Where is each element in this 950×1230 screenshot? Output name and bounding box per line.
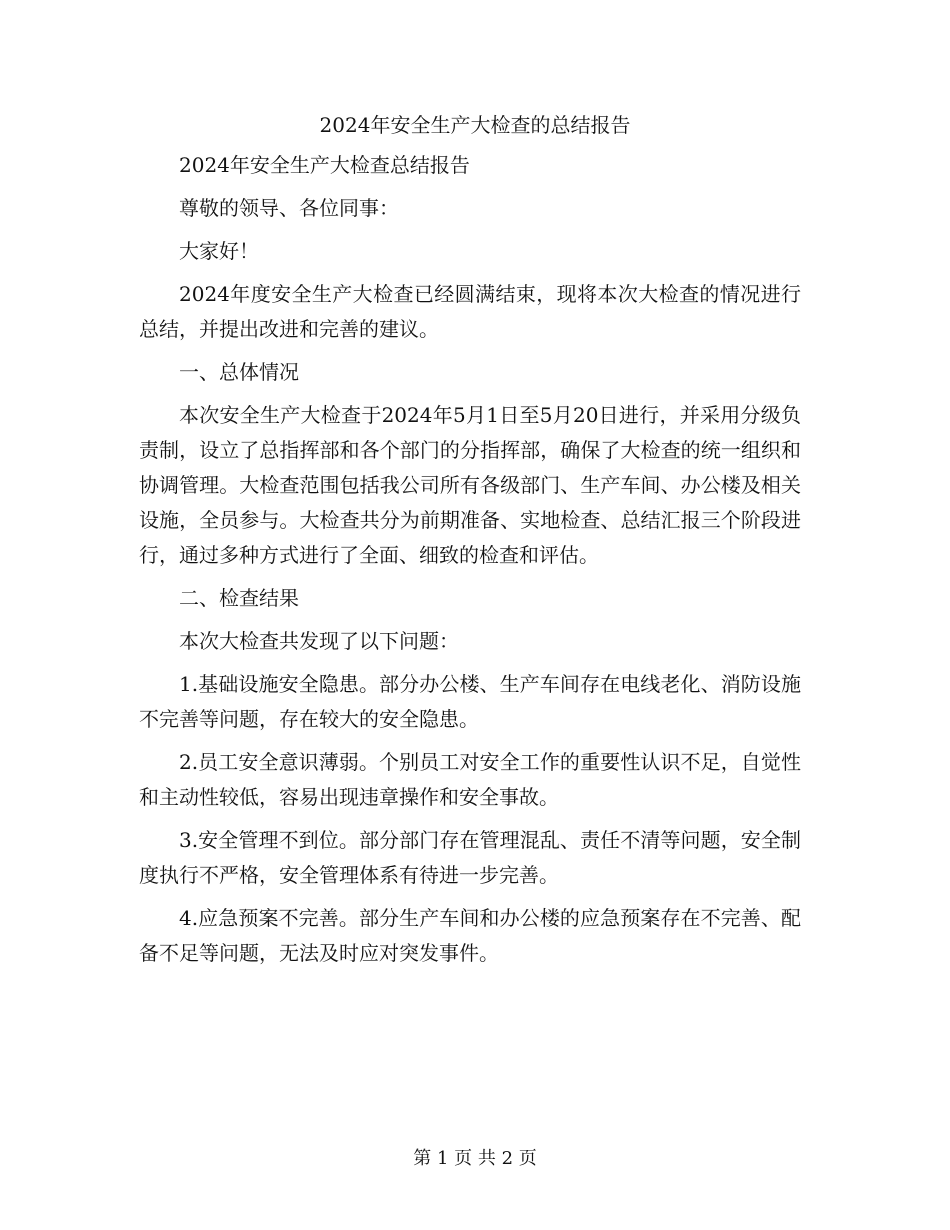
results-intro: 本次大检查共发现了以下问题：	[179, 629, 459, 653]
greeting: 大家好！	[179, 239, 259, 263]
finding-item-1: 1.基础设施安全隐患。部分办公楼、生产车间存在电线老化、消防设施不完善等问题，存在较大的安全隐患。	[139, 672, 801, 731]
overview-paragraph: 本次安全生产大检查于2024年5月1日至5月20日进行，并采用分级负责制，设立了总指挥部和各个部门的分指挥部，确保了大检查的统一组织和协调管理。大检查范围包括我公司所有各级部门、生产车间、办公楼及相关设施，全员参与。大检查共分为前期准备、实地检查、总结汇报三个阶段进行，通过多种方式进行了全面、细致的检查和评估。	[139, 403, 801, 567]
report-heading: 2024年安全生产大检查总结报告	[179, 153, 470, 177]
intro-paragraph: 2024年度安全生产大检查已经圆满结束，现将本次大检查的情况进行总结，并提出改进和完善的建议。	[139, 282, 801, 341]
page-number-footer: 第 1 页 共 2 页	[413, 1148, 537, 1169]
finding-item-3: 3.安全管理不到位。部分部门存在管理混乱、责任不清等问题，安全制度执行不严格，安全管理体系有待进一步完善。	[139, 828, 801, 887]
document-body	[139, 148, 801, 979]
document-title: 2024年安全生产大检查的总结报告	[319, 113, 631, 137]
finding-item-2: 2.员工安全意识薄弱。个别员工对安全工作的重要性认识不足，自觉性和主动性较低，容易出现违章操作和安全事故。	[139, 750, 801, 809]
finding-item-4: 4.应急预案不完善。部分生产车间和办公楼的应急预案存在不完善、配备不足等问题，无法及时应对突发事件。	[139, 906, 801, 965]
section-heading-overview: 一、总体情况	[179, 360, 299, 384]
salutation: 尊敬的领导、各位同事：	[179, 196, 399, 220]
section-heading-results: 二、检查结果	[179, 586, 299, 610]
